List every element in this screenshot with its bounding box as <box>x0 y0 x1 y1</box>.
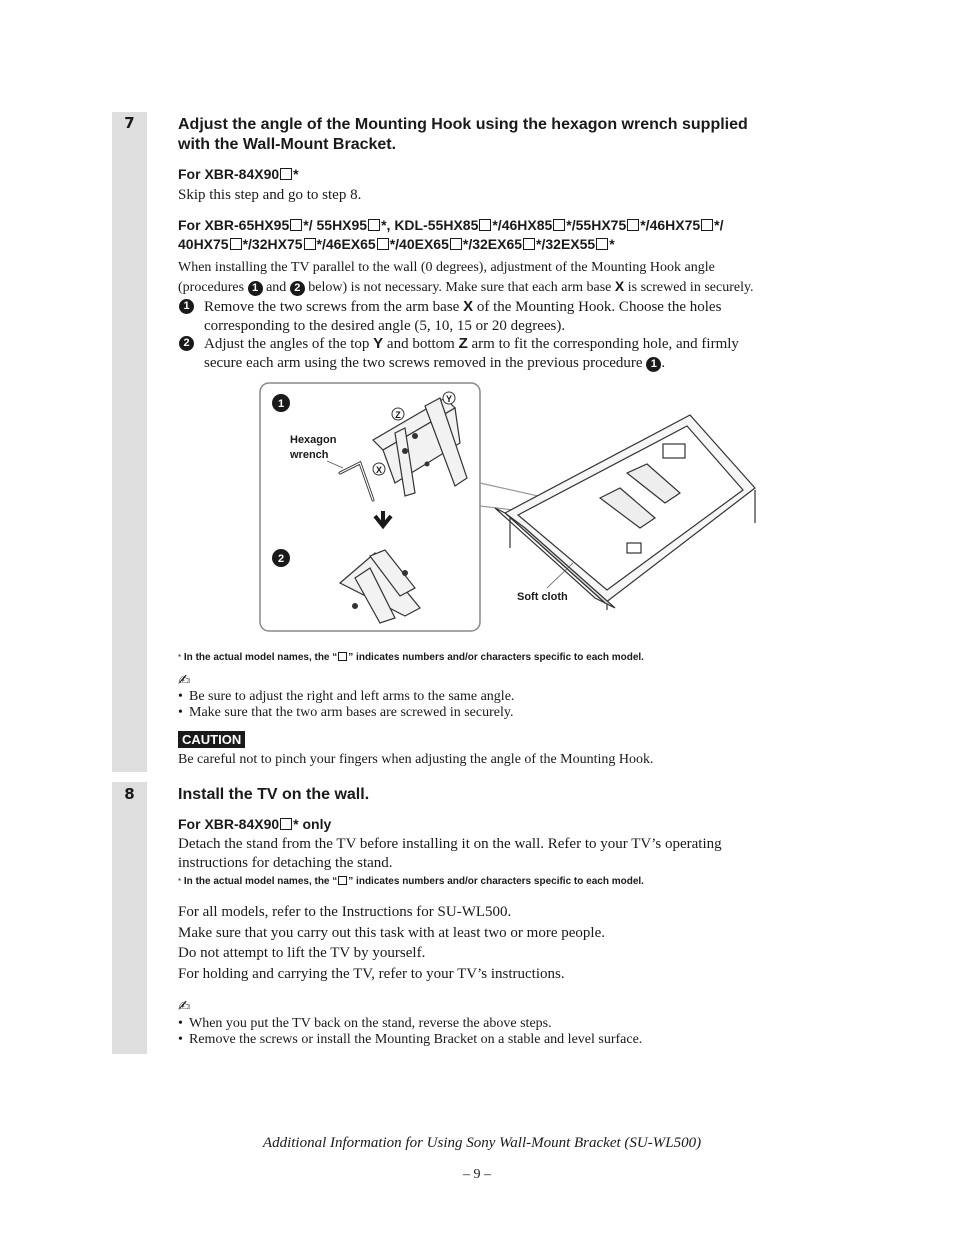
list-item: • When you put the TV back on the stand, reverse the above steps. <box>178 1016 642 1032</box>
step-7-heading: Adjust the angle of the Mounting Hook using the hexagon wrench supplied with the Wall-Mount Bracket. <box>178 116 748 153</box>
model-heading-list: For XBR-65HX95 */ 55HX95 *, KDL-55HX85 */46HX85 */55HX75 */46HX75 */ 40HX75 */32HX75 */46EX65 */40EX65 */32EX65 */32EX55 * <box>178 217 724 252</box>
step-8-bullets <box>178 1016 642 1048</box>
model-heading-84: For XBR-84X90 * <box>178 166 299 182</box>
step-8-model-heading: For XBR-84X90 * only <box>178 816 332 832</box>
step-7-band <box>112 112 147 772</box>
step-7-bullets <box>178 689 514 721</box>
step-7-footnote: * In the actual model names, the “ ” indicates numbers and/or characters specific to each model. <box>178 652 644 663</box>
label-x: X <box>375 465 383 475</box>
caution-text: Be careful not to pinch your fingers when adjusting the angle of the Mounting Hook. <box>178 752 654 767</box>
list-item: • Make sure that the two arm bases are screwed in securely. <box>178 705 514 721</box>
caution-badge: CAUTION <box>178 731 245 748</box>
label-soft-cloth: Soft cloth <box>517 591 568 603</box>
intro-paragraph: When installing the TV parallel to the wall (0 degrees), adjustment of the Mounting Hook angle (procedures 1 and 2 below) is not necessary. Make sure that each arm base X is screwed in securely. <box>178 260 754 295</box>
procedure-1-badge-icon: 1 <box>179 299 194 314</box>
skip-text: Skip this step and go to step 8. <box>178 187 362 203</box>
procedure-1-icon: 1 <box>248 281 263 296</box>
page-number: – 9 – <box>463 1167 491 1182</box>
step-8-number: 8 <box>124 785 135 803</box>
list-item: • Be sure to adjust the right and left arms to the same angle. <box>178 689 514 705</box>
label-z: Z <box>395 410 401 420</box>
memo-icon: ✍ <box>178 671 191 689</box>
footer-title: Additional Information for Using Sony Wall-Mount Bracket (SU-WL500) <box>262 1135 702 1151</box>
memo-icon-2: ✍ <box>178 997 191 1015</box>
step-8-footnote: * In the actual model names, the “ ” indicates numbers and/or characters specific to each model. <box>178 876 644 887</box>
label-hexagon: Hexagon <box>290 434 337 446</box>
svg-text:1: 1 <box>277 398 285 410</box>
step-7-number: 7 <box>124 114 135 132</box>
svg-text:2: 2 <box>277 553 285 565</box>
placeholder-box-icon <box>280 168 292 180</box>
step-8-paragraph: For all models, refer to the Instructions for SU-WL500. Make sure that you carry out this task with at least two or more people. Do not attempt to lift the TV by yourself. For holding and carrying the TV, refer to your TV’s instructions. <box>178 904 605 982</box>
step-8-heading: Install the TV on the wall. <box>178 786 370 803</box>
detach-paragraph: Detach the stand from the TV before installing it on the wall. Refer to your TV’s operating instructions for detaching the stand. <box>178 836 722 871</box>
procedure-2-badge-icon: 2 <box>179 336 194 351</box>
procedure-2: 2 Adjust the angles of the top Y and bottom Z arm to fit the corresponding hole, and firmly secure each arm using the two screws removed in the previous procedure 1 . <box>178 334 878 373</box>
procedure-2-icon: 2 <box>290 281 305 296</box>
label-wrench: wrench <box>290 449 329 461</box>
procedure-1: 1 Remove the two screws from the arm base X of the Mounting Hook. Choose the holes corresponding to the desired angle (5, 10, 15 or 20 degrees). <box>178 297 878 336</box>
step-8-band <box>112 782 147 1054</box>
list-item: • Remove the screws or install the Mounting Bracket on a stable and level surface. <box>178 1032 642 1048</box>
mounting-hook-illustration <box>255 378 775 638</box>
label-y: Y <box>445 394 453 404</box>
